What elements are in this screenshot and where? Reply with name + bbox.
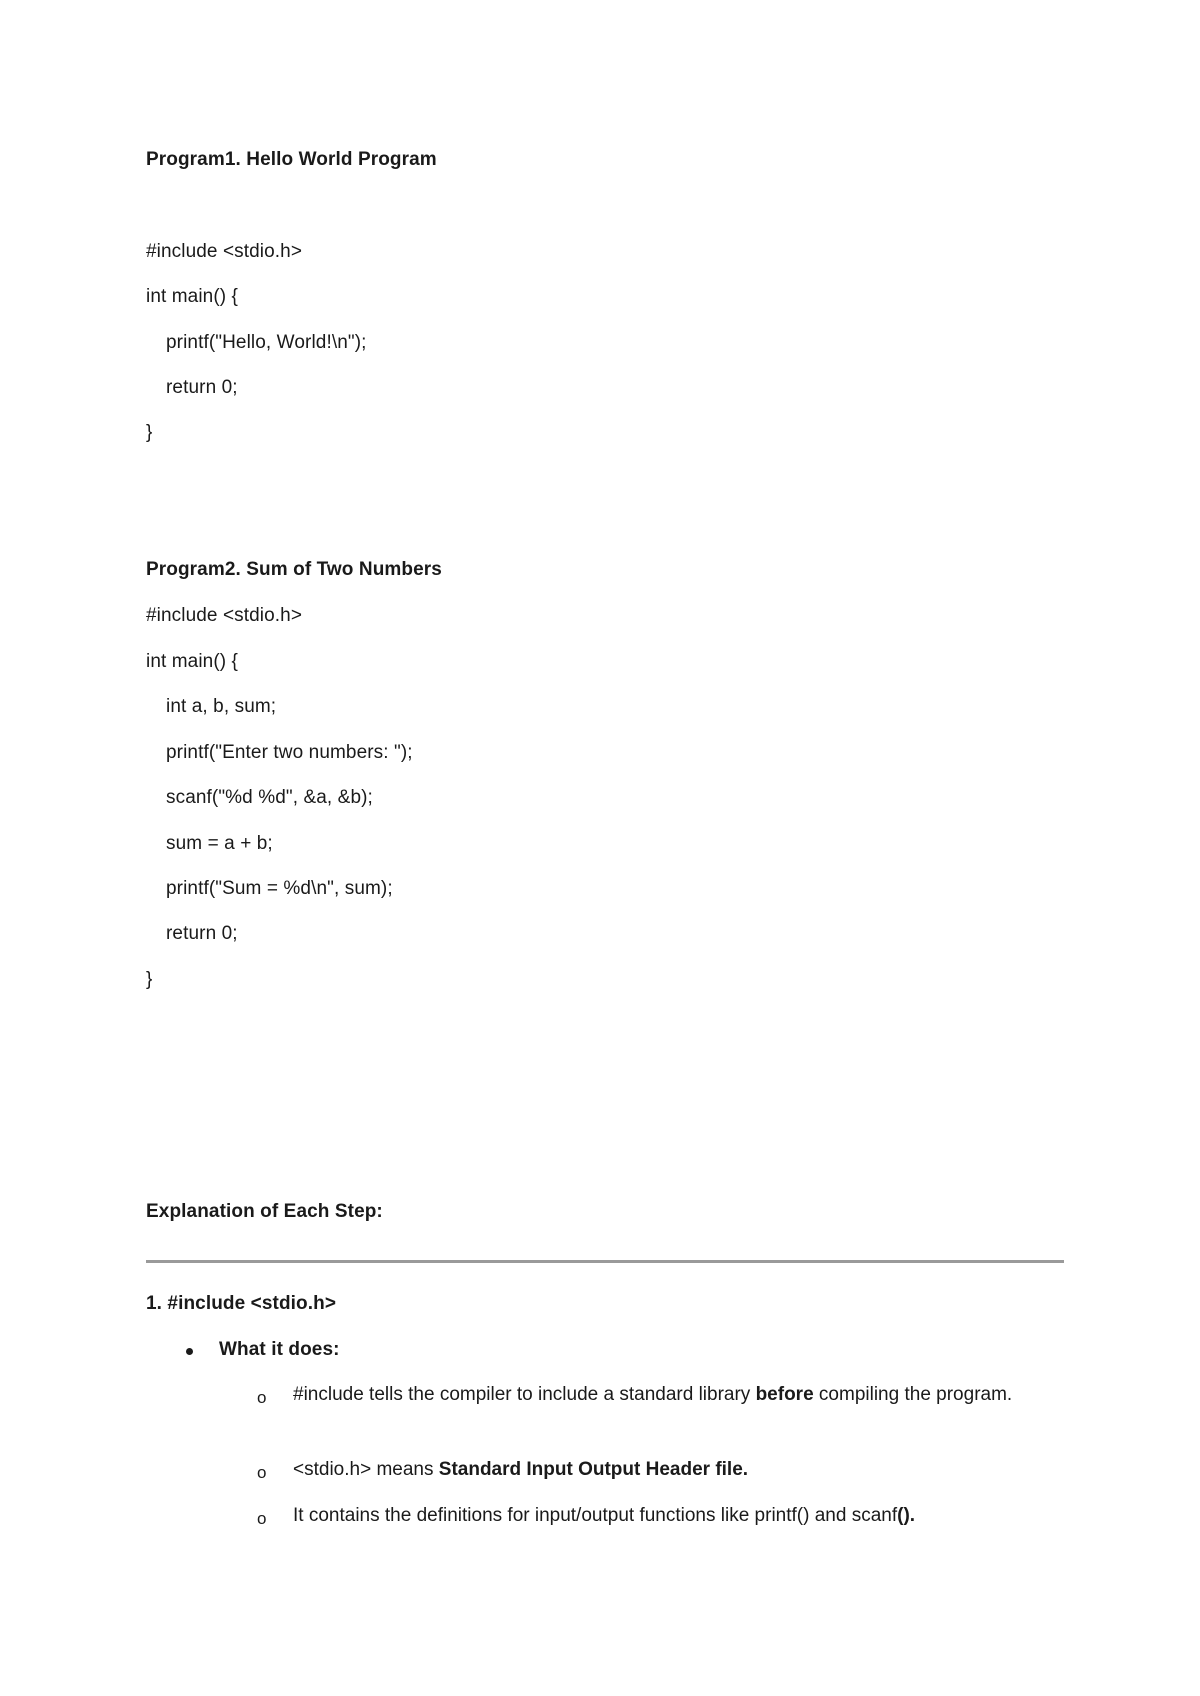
code-line: int main() { [146,286,239,307]
sub-item-bold: (). [897,1505,916,1526]
circle-bullet-icon: o [257,1388,267,1407]
sub-item-text: compiling the program. [813,1384,1013,1405]
explanation-heading: Explanation of Each Step: [146,1201,383,1222]
step1-title: 1. #include <stdio.h> [146,1293,337,1314]
sub-item-bold: Standard Input Output Header file. [438,1459,749,1480]
code-line: return 0; [166,377,238,398]
sub-item [293,1380,1033,1410]
bullet-label: What it does: [219,1339,340,1360]
circle-bullet-icon: o [257,1509,267,1528]
code-line: #include <stdio.h> [146,241,303,262]
bullet-icon [186,1348,193,1355]
program1-heading: Program1. Hello World Program [146,149,437,170]
code-line: } [146,969,153,990]
sub-item-text: It contains the definitions for input/output functions like printf() and scanf [293,1505,898,1526]
code-line: return 0; [166,923,238,944]
circle-bullet-icon: o [257,1463,267,1482]
code-line: } [146,422,153,443]
sub-item-text: #include tells the compiler to include a standard library [293,1384,756,1405]
code-line: #include <stdio.h> [146,605,303,626]
code-line: printf("Sum = %d\n", sum); [166,878,393,899]
sub-item [293,1455,1033,1485]
code-line: printf("Enter two numbers: "); [166,742,413,763]
program2-heading: Program2. Sum of Two Numbers [146,559,442,580]
code-line: sum = a + b; [166,833,273,854]
code-line: scanf("%d %d", &a, &b); [166,787,373,808]
sub-item-bold: before [755,1384,814,1405]
sub-item [293,1501,1053,1531]
code-line: int a, b, sum; [166,696,277,717]
sub-item-text: <stdio.h> means [293,1459,439,1480]
code-line: printf("Hello, World!\n"); [166,332,367,353]
code-line: int main() { [146,651,239,672]
horizontal-rule [146,1260,1064,1263]
